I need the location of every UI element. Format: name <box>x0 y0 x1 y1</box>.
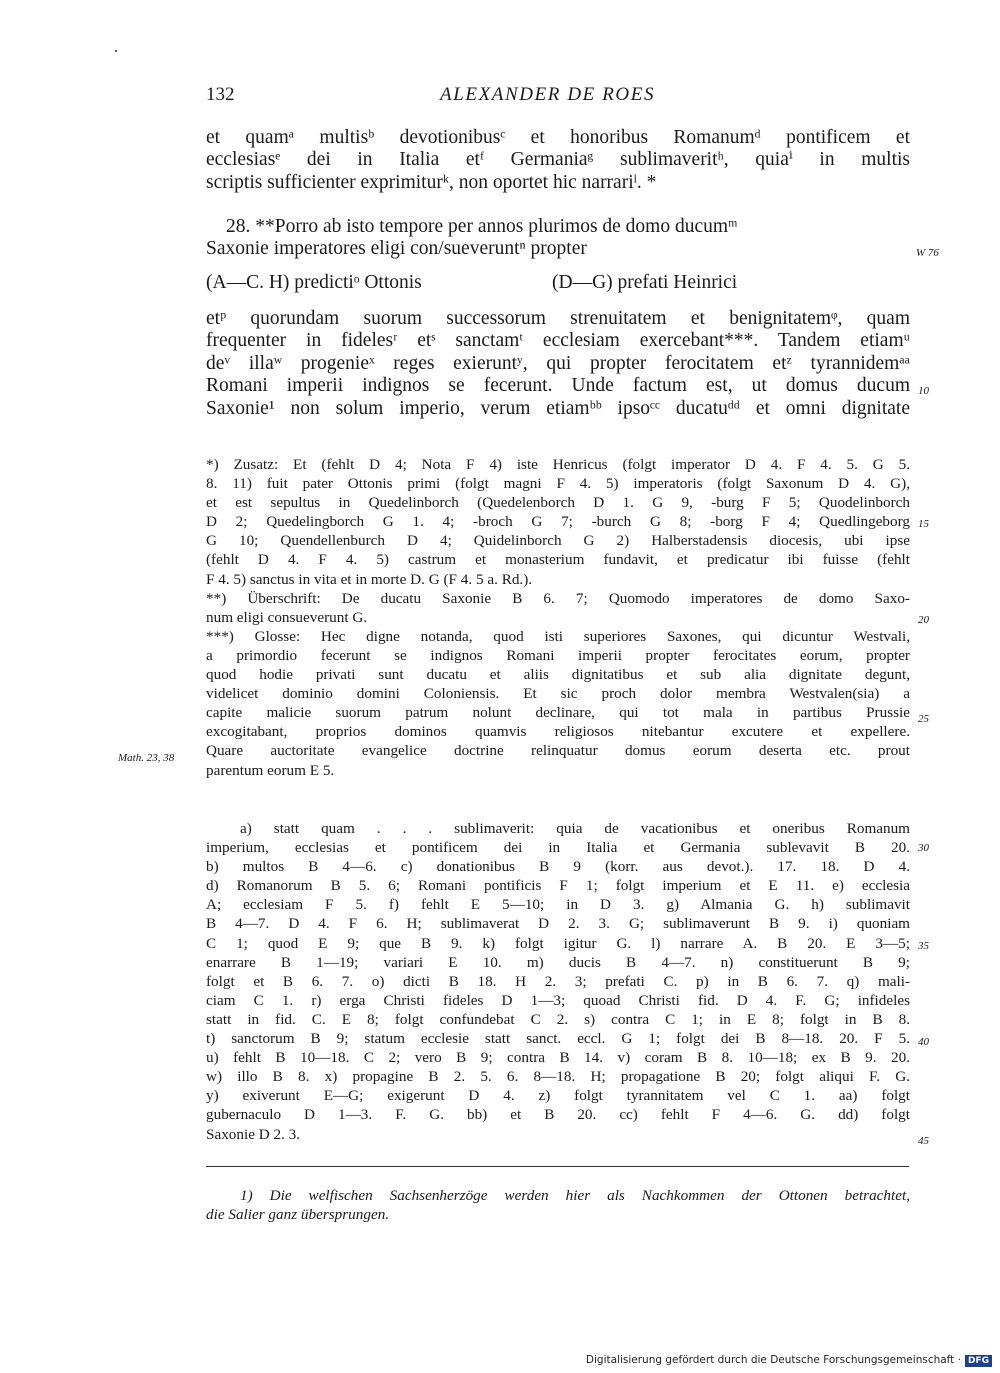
note-line: 8. 11) fuit pater Ottonis primi (folgt magni F 4. 5) imperatoris (folgt Saxonum D 4. G), <box>206 475 910 493</box>
line-number-40: 40 <box>918 1036 929 1048</box>
apparatus-line: statt in fid. C. E 8; folgt confundebat C 2. s) contra C 1; in E 8; folgt in B 8. <box>206 1010 910 1028</box>
text-line: deᵛ illaʷ progenieˣ reges exieruntʸ, qui propter ferocitatem etᶻ tyrannidemᵃᵃ <box>206 352 910 374</box>
text-line: et quamᵃ multisᵇ devotionibusᶜ et honoribus Romanumᵈ pontificem et <box>206 127 910 148</box>
margin-ref-matthew: Math. 23, 38 <box>118 752 175 764</box>
text-line: Saxonie¹ non solum imperio, verum etiamᵇᵇ ipsoᶜᶜ ducatuᵈᵈ et omni dignitate <box>206 397 910 419</box>
critical-apparatus <box>206 819 910 1144</box>
scan-speck <box>115 50 117 52</box>
dfg-text: Digitalisierung gefördert durch die Deutsche Forschungsgemeinschaft · <box>585 1354 961 1366</box>
apparatus-line: enarrare B 1—19; variari E 10. m) ducis B 4—7. n) constituerunt B 9; <box>206 953 910 971</box>
apparatus-line: a) statt quam . . . sublimaverit: quia de vacationibus et oneribus Romanum <box>240 820 910 837</box>
note-line: num eligi consueverunt G. <box>206 608 368 626</box>
line-number-15: 15 <box>918 518 929 530</box>
footnote-rule <box>206 1166 909 1167</box>
dfg-funding-notice <box>586 1354 992 1367</box>
line-number-30: 30 <box>918 842 929 854</box>
line-number-35: 35 <box>918 940 929 952</box>
paragraph-28 <box>206 216 910 261</box>
line-number-25: 25 <box>918 713 929 725</box>
apparatus-line: C 1; quod E 9; que B 9. k) folgt igitur G. l) narrare A. B 20. E 3—5; <box>206 934 910 952</box>
note-line: parentum eorum E 5. <box>206 761 335 779</box>
note-line: a primordio fecerunt se indignos Romani imperii propter ferocitates eorum, propter <box>206 646 910 664</box>
apparatus-line: w) illo B 8. x) propagine B 2. 5. 6. 8—18. H; propagatione B 20; folgt aliqui F. G. <box>206 1068 910 1086</box>
apparatus-line: b) multos B 4—6. c) donationibus B 9 (korr. aus devot.). 17. 18. D 4. <box>206 858 910 876</box>
commentary-notes <box>206 455 910 780</box>
text-line: Romani imperii indignos se fecerunt. Unde factum est, ut domus ducum <box>206 375 910 397</box>
apparatus-line: folgt et B 6. 7. o) dicti B 18. H 2. 3; prefati C. p) in B 6. 7. q) mali- <box>206 972 910 990</box>
running-title: ALEXANDER DE ROES <box>440 84 656 105</box>
note-line: (fehlt D 4. F 4. 5) castrum et monasterium fundavit, et predicatur ibi fuisse (fehlt <box>206 551 910 569</box>
variant-right: (D—G) prefati Heinrici <box>552 272 738 293</box>
apparatus-line: ciam C 1. r) erga Christi fideles D 1—3; quoad Christi fid. D 4. F. G; infideles <box>206 991 910 1009</box>
text-line: scriptis sufficienter exprimiturᵏ, non oportet hic narrariˡ. * <box>206 171 657 193</box>
text-line: 28. **Porro ab isto tempore per annos plurimos de domo ducumᵐ <box>226 216 738 237</box>
line-number-45: 45 <box>918 1135 929 1147</box>
dfg-logo: DFG <box>965 1355 992 1367</box>
note-line: ***) Glosse: Hec digne notanda, quod isti superiores Saxones, qui dicuntur Westvali, <box>206 627 910 645</box>
note-line: quod hodie privati sunt ducatu et aliis dignitatibus et sub alia dignitate degunt, <box>206 666 910 684</box>
line-number-10: 10 <box>918 385 929 397</box>
variant-left: (A—C. H) predictiᵒ Ottonis <box>206 272 422 293</box>
page-number: 132 <box>206 84 235 105</box>
text-line: ecclesiasᵉ dei in Italia etᶠ Germaniaᵍ sublimaveritʰ, quiaⁱ in multis <box>206 149 910 171</box>
apparatus-line: A; ecclesiam F 5. f) fehlt E 5—10; in D 3. g) Almania G. h) sublimavit <box>206 896 910 914</box>
note-line: capite malicie suorum patrum nolunt declinare, qui tot mala in partibus Prussie <box>206 704 910 722</box>
text-line: etᵖ quorundam suorum successorum strenuitatem et benignitatemᵠ, quam <box>206 308 910 329</box>
note-line: G 10; Quendellenburch D 4; Quidelinborch G 2) Halberstadensis diocesis, ubi ipse <box>206 532 910 550</box>
text-line: Saxonie imperatores eligi con/sueveruntⁿ propter <box>206 238 587 260</box>
line-number-20: 20 <box>918 614 929 626</box>
footnote-line: 1) Die welfischen Sachsenherzöge werden hier als Nachkommen der Ottonen betrachtet, <box>240 1187 910 1204</box>
apparatus-line: imperium, ecclesias et pontificem dei in Italia et Germania sublevavit B 20. <box>206 839 910 857</box>
margin-ref-w76: W 76 <box>916 247 939 259</box>
apparatus-line: u) fehlt B 10—18. C 2; vero B 9; contra B 14. v) coram B 8. 10—18; ex B 9. 20. <box>206 1049 910 1067</box>
footnote-line: die Salier ganz übersprungen. <box>206 1206 390 1224</box>
note-line: F 4. 5) sanctus in vita et in morte D. G (F 4. 5 a. Rd.). <box>206 570 533 588</box>
apparatus-line: gubernaculo D 1—3. F. G. bb) et B 20. cc) fehlt F 4—6. G. dd) folgt <box>206 1106 910 1124</box>
note-line: et est sepultus in Quedelinborch (Quedelenborch D 1. G 9, -burg F 5; Quodelinborch <box>206 494 910 512</box>
apparatus-line: t) sanctorum B 9; statum ecclesie statt sanct. eccl. G 1; folgt dei B 8—18. 20. F 5. <box>206 1030 910 1048</box>
footnote <box>206 1186 910 1224</box>
paragraph-28-continued <box>206 308 910 420</box>
note-line: D 2; Quedelingborch G 1. 4; -broch G 7; -burch G 8; -borg F 4; Quedlingeborg <box>206 513 910 531</box>
note-line: **) Überschrift: De ducatu Saxonie B 6. 7; Quomodo imperatores de domo Saxo- <box>206 589 910 607</box>
note-line: videlicet dominio domini Coloniensis. Et sic proch dolor membra Westvalen(sia) a <box>206 685 910 703</box>
apparatus-line: d) Romanorum B 5. 6; Romani pontificis F 1; folgt imperium et E 11. e) ecclesia <box>206 877 910 895</box>
text-line: frequenter in fidelesʳ etˢ sanctamᵗ ecclesiam exercebant***. Tandem etiamᵘ <box>206 330 910 352</box>
note-line: excogitabant, proprios dominos quamvis religiosos nitebantur excutere et expellere. <box>206 723 910 741</box>
note-line: *) Zusatz: Et (fehlt D 4; Nota F 4) iste Henricus (folgt imperator D 4. F 4. 5. G 5. <box>206 456 910 473</box>
apparatus-line: Saxonie D 2. 3. <box>206 1125 301 1143</box>
apparatus-line: B 4—7. D 4. F 6. H; sublimaverat D 2. 3. G; sublimaverunt B 9. i) quoniam <box>206 915 910 933</box>
note-line: Quare auctoritate evangelice doctrine relinquatur domus eorum deserta etc. prout <box>206 742 910 760</box>
opening-paragraph <box>206 127 910 194</box>
apparatus-line: y) exiverunt E—G; exigerunt D 4. z) folgt tyrannitatem vel C 1. aa) folgt <box>206 1087 910 1105</box>
